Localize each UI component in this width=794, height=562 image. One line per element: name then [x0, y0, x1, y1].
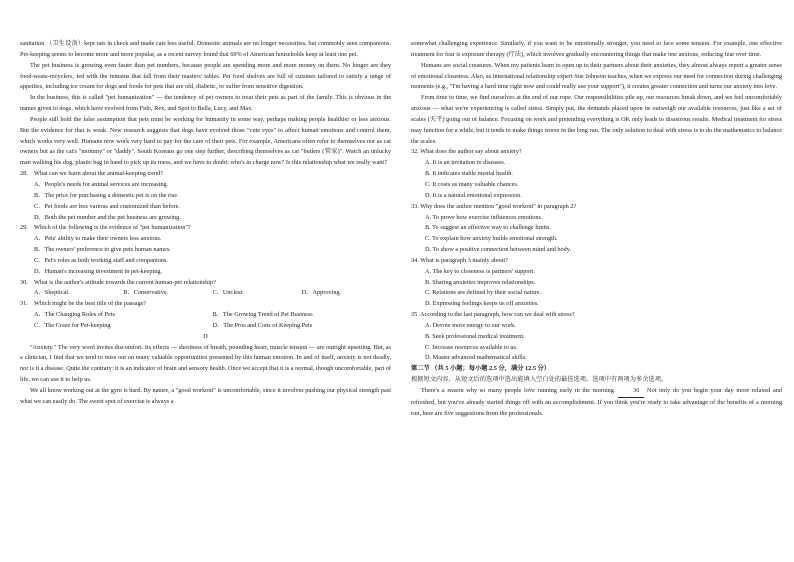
option: B. To suggest an effective way to challenge limits.: [425, 224, 552, 232]
section-2-title: 第二节 （共 5 小题；每小题 2.5 分，满分 12.5 分）: [411, 365, 551, 373]
question-35: 35. According to the last paragraph, how can we deal with stress?: [411, 311, 575, 319]
section-heading: D: [203, 332, 208, 340]
option: A．The Changing Roles of Pets: [34, 311, 115, 319]
section-2-instructions: 根据短文内容，从短文后的选项中选出能填入空白处的最佳选项。选项中有两项为多余选项。: [411, 376, 668, 384]
paragraph: Humans are social creatures. When my patients learn to open up to their partners about their anxieties, they almost always report a greater sense of emotional closeness. Also, as international relationship expert Sue Johnson teaches, when we express our need for connection during challenging moments (e.g., "I'm having a hard time right now and could really use your support"), it creates greater connection and turns our anxiety into love.: [411, 61, 782, 91]
option: D．Human's increasing investment in pet-keeping.: [34, 267, 163, 275]
option: B. Sharing anxieties improves relationships.: [425, 278, 536, 286]
paragraph: "Anxiety." The very word invites discomfort. Its effects — shortness of breath, pounding heart, muscle tension — are outright upsetting. But, as a clinician, I find that we tend to miss out on many valuable opportunities presented by this human emotion. In and of itself, anxiety is not deadly, nor is it a disease. Quite the contrary: it is an indicator of brain and sensory health. Once we accept that it is a normal, though uncomfortable, part of life, we can use it to help us.: [20, 343, 391, 384]
options-row: [20, 310, 391, 321]
question-31: 31. Which might be the best title of the passage?: [20, 300, 147, 308]
paragraph: In the business, this is called "pet humanization" — the tendency of pet owners to treat their pets as part of the family. This is obvious in the names given to dogs, which have evolved from Fido, Rex, and Spot to Bella, Lucy, and Max.: [20, 94, 391, 113]
paragraph: sanitation （卫生设备）kept rats in check and made cats less useful. Domestic animals are no longer necessities, but commonly seen companions. Pet-keeping seems to become more and more popular, as a recent survey found that 69% of American households keep at least one pet.: [20, 40, 391, 58]
option: A. To prove how exercise influences emotions.: [425, 213, 543, 221]
option: D．The Pros and Cons of Keeping Pets: [212, 321, 313, 329]
question-28: 28. What can we learn about the animal-keeping trend?: [20, 170, 163, 178]
question-30: 30. What is the author's attitude towards the current human-pet relationship?: [20, 278, 216, 286]
paragraph: We all know working out at the gym is hard. By nature, a "good workout" is uncomfortable, since it involves pushing our physical strength past what we can easily do. The sweet spot of exercise is always a: [20, 387, 391, 405]
paragraph-text: There's a reason why so many people love running early in the morning.: [421, 387, 616, 394]
paragraph: somewhat challenging experience. Similarly, if you want to be emotionally stronger, you need to face some tension. For example, one effective treatment for fear is exposure therapy (疗法), which involves gradually encountering things that make one anxious, reducing fear over time.: [411, 40, 782, 58]
option: D. It is a natural emotional expression.: [425, 191, 522, 199]
option: A. The key to closeness is partners' support.: [425, 267, 535, 275]
option: B．The owners' preference to give pets human names.: [34, 246, 171, 254]
options-row: [20, 288, 391, 299]
question-33: 33. Why does the author mention "good workout" in paragraph 2?: [411, 202, 577, 210]
left-column: [20, 39, 391, 408]
right-column: [411, 39, 782, 420]
option: A. Devote more energy to our work.: [425, 321, 516, 329]
option: D．Both the pet number and the pet business are growing.: [34, 213, 181, 221]
question-32: 32. What does the author say about anxiety?: [411, 148, 522, 156]
option: C. Relations are defined by their social nature.: [425, 289, 542, 297]
paragraph: [411, 386, 782, 420]
option: A. It is an invitation to diseases.: [425, 159, 506, 167]
option: B．The price for purchasing a domestic pet is on the rise.: [34, 191, 179, 199]
option: D．Approving.: [301, 289, 342, 297]
option: D. Expressing feelings keeps us off anxieties.: [425, 300, 539, 308]
option: C. To explain how anxiety builds emotional strength.: [425, 235, 558, 243]
paragraph: People still hold the false assumption that pets must be working for humanity in some way, perhaps making people healthier or less anxious. But the evidence for that is weak. New research suggests that dogs have evolved those "cute eyes" to affect human emotions and control them, which works very well. Humans now work very hard to pay for the care of their pets. For example, Americans often refer to themselves not as cat owners but as the cat's "mommy" or "daddy". South Koreans go one step further, describing themselves as cat "butlers (管家)". Watch an unlucky man walking his dog, plastic bag in hand to pick up its mess, and we have to doubt: who's in charge now? Is this relationship what we really want?: [20, 115, 391, 167]
option: B. Seek professional medical treatment.: [425, 332, 525, 340]
question-34: 34. What is paragraph 3 mainly about?: [411, 256, 508, 264]
option: A．People's needs for animal services are increasing.: [34, 180, 169, 188]
options-row: [20, 321, 391, 332]
option: A．Skeptical.: [34, 289, 70, 297]
question-29: 29. Which of the following is the evidence of "pet humanization"?: [20, 224, 191, 232]
blank-36: 36: [618, 386, 644, 398]
paragraph: The pet business is growing even faster than pet numbers, because people are spending more and more money on them. No longer are they food-waste-recyclers, fed with the remains that fall from their masters' tables. Pet food shelves are full of cuisines tailored to satisfy a range of appetites, including ice cream for dogs and foods for pets that are old, diabetic, or suffer from sensitive digestion.: [20, 61, 391, 91]
option: B．Conservative.: [123, 289, 169, 297]
option: D. To show a positive connection between mind and body.: [425, 246, 572, 254]
option: B．The Growing Trend of Pet Business: [212, 311, 313, 319]
option: C．Pet foods are less various and customized than before.: [34, 202, 180, 210]
option: B. It indicates stable mental health.: [425, 170, 513, 178]
option: C．Pet's roles as both working staff and companions.: [34, 256, 168, 264]
option: C. It costs us many valuable chances.: [425, 180, 519, 188]
option: A．Pets' ability to make their owners less anxious.: [34, 235, 162, 243]
paragraph-text: Not only do you begin your day more relaxed and refreshed, but you've already started things off with an accomplishment. If you think you're ready to take advantage of the benefits of a morning run, here are five suggestions from the professionals.: [411, 387, 783, 417]
option: C. Increase resources available to us.: [425, 343, 518, 351]
option: D. Master advanced mathematical skills.: [425, 354, 527, 362]
paragraph: From time to time, we find ourselves at the end of our rope. Our responsibilities pile up, our resources break down, and we feel uncomfortably anxious — what we're experiencing is called stress. Simply put, the demands placed upon us outweigh our available resources, just like a set of scales (天平) going out of balance. Focusing on work and pretending everything is OK only leads to disastrous results. Medical treatment for stress may function for a while, but it tends to make things worse in the long run. The only solution to deal with stress is to do the mathematics to balance the scales.: [411, 94, 782, 145]
option: C．Unclear.: [212, 289, 244, 297]
option: C．The Craze for Pet-keeping: [34, 321, 111, 329]
